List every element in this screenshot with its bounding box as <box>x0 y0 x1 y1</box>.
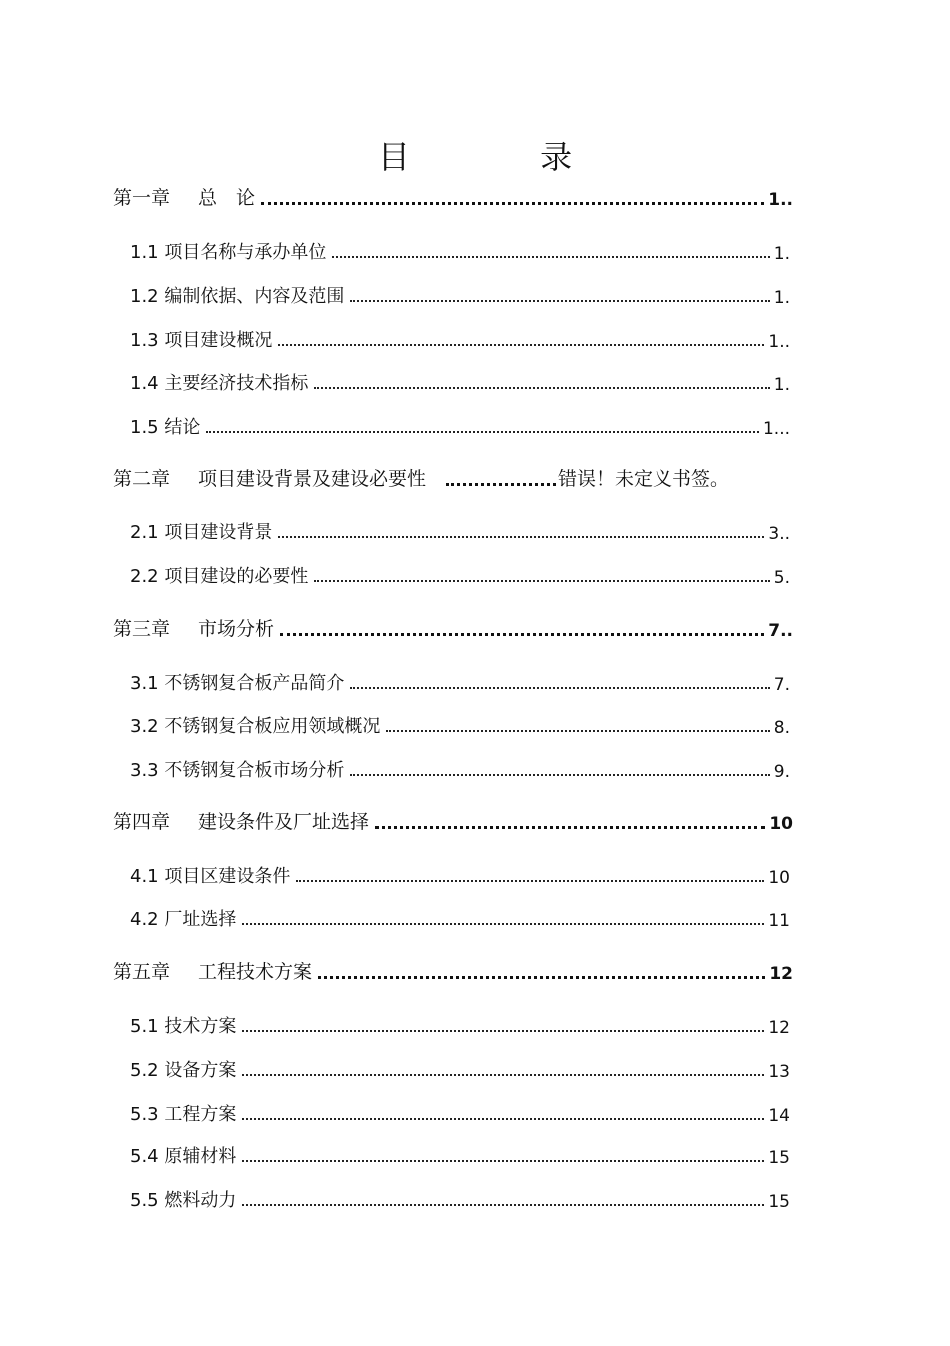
section-title: 5.2 设备方案 <box>130 1060 237 1081</box>
page-number: 15 <box>768 1148 790 1168</box>
page-number: 13 <box>768 1062 790 1082</box>
chapter-title: 建设条件及厂址选择 <box>198 811 370 833</box>
dot-leader <box>280 633 764 636</box>
dot-leader <box>318 976 765 979</box>
page-number: 14 <box>768 1106 790 1126</box>
section-title: 5.1 技术方案 <box>130 1016 237 1037</box>
page-number: 1... <box>762 419 790 439</box>
toc-section-4-1[interactable] <box>130 862 790 888</box>
dot-leader <box>261 202 764 205</box>
section-title: 2.2 项目建设的必要性 <box>130 566 309 587</box>
dot-leader <box>296 880 764 882</box>
page-number: 1. <box>773 375 790 395</box>
dot-leader <box>242 1118 764 1120</box>
section-title: 4.2 厂址选择 <box>130 909 237 930</box>
dot-leader <box>446 483 556 486</box>
section-title: 1.3 项目建设概况 <box>130 330 273 351</box>
toc-section-1-3[interactable] <box>130 326 790 352</box>
toc-section-1-1[interactable] <box>130 238 790 264</box>
section-title: 4.1 项目区建设条件 <box>130 866 291 887</box>
toc-section-5-5[interactable] <box>130 1186 790 1212</box>
section-title: 5.4 原辅材料 <box>130 1146 237 1167</box>
chapter-number: 第二章 <box>113 468 171 490</box>
toc-chapter-2[interactable] <box>113 465 783 491</box>
page-number: 12 <box>768 1018 790 1038</box>
error-bookmark-text: 错误！未定义书签。 <box>558 468 730 490</box>
toc-section-2-2[interactable] <box>130 562 790 588</box>
dot-leader <box>386 730 769 732</box>
dot-leader <box>242 1204 764 1206</box>
dot-leader <box>242 1030 764 1032</box>
toc-section-5-4[interactable] <box>130 1142 790 1168</box>
toc-section-4-2[interactable] <box>130 905 790 931</box>
page-number: 7.. <box>768 621 793 641</box>
dot-leader <box>350 774 769 776</box>
page-number: 9. <box>773 762 790 782</box>
toc-section-1-5[interactable] <box>130 413 790 439</box>
page-number: 5. <box>773 568 790 588</box>
chapter-title: 工程技术方案 <box>198 961 313 983</box>
page-number: 8. <box>773 718 790 738</box>
chapter-number: 第三章 <box>113 618 171 640</box>
section-title: 3.2 不锈钢复合板应用领域概况 <box>130 716 381 737</box>
page-number: 7. <box>773 675 790 695</box>
chapter-title: 市场分析 <box>198 618 275 640</box>
chapter-number: 第五章 <box>113 961 171 983</box>
dot-leader <box>350 687 769 689</box>
dot-leader <box>314 387 769 389</box>
dot-leader <box>242 923 764 925</box>
page-number: 12 <box>769 964 793 984</box>
toc-chapter-1[interactable] <box>113 184 793 210</box>
page-number: 15 <box>768 1192 790 1212</box>
section-title: 5.3 工程方案 <box>130 1104 237 1125</box>
dot-leader <box>206 431 759 433</box>
dot-leader <box>375 826 765 829</box>
toc-section-5-2[interactable] <box>130 1056 790 1082</box>
toc-chapter-4[interactable] <box>113 808 793 834</box>
page-number: 10 <box>768 868 790 888</box>
toc-section-1-4[interactable] <box>130 369 790 395</box>
toc-section-3-1[interactable] <box>130 669 790 695</box>
toc-section-1-2[interactable] <box>130 282 790 308</box>
dot-leader <box>278 536 764 538</box>
page-number: 1. <box>773 288 790 308</box>
section-title: 3.1 不锈钢复合板产品简介 <box>130 673 345 694</box>
page-number: 3.. <box>768 524 790 544</box>
toc-chapter-5[interactable] <box>113 958 793 984</box>
dot-leader <box>332 256 769 258</box>
chapter-number: 第一章 <box>113 187 171 209</box>
page-number: 1. <box>773 244 790 264</box>
dot-leader <box>314 580 769 582</box>
toc-section-3-3[interactable] <box>130 756 790 782</box>
page-number: 1.. <box>768 190 793 210</box>
page-number: 10 <box>769 814 793 834</box>
toc-chapter-3[interactable] <box>113 615 793 641</box>
section-title: 1.4 主要经济技术指标 <box>130 373 309 394</box>
chapter-title: 总 论 <box>198 187 256 209</box>
section-title: 1.1 项目名称与承办单位 <box>130 242 327 263</box>
dot-leader <box>242 1074 764 1076</box>
page-title: 目 录 <box>377 138 633 176</box>
section-title: 2.1 项目建设背景 <box>130 522 273 543</box>
chapter-number: 第四章 <box>113 811 171 833</box>
toc-section-5-1[interactable] <box>130 1012 790 1038</box>
section-title: 5.5 燃料动力 <box>130 1190 237 1211</box>
toc-section-5-3[interactable] <box>130 1100 790 1126</box>
dot-leader <box>242 1160 764 1162</box>
dot-leader <box>350 300 769 302</box>
section-title: 3.3 不锈钢复合板市场分析 <box>130 760 345 781</box>
dot-leader <box>278 344 764 346</box>
page-number: 11 <box>768 911 790 931</box>
toc-section-2-1[interactable] <box>130 518 790 544</box>
page-number: 1.. <box>768 332 790 352</box>
section-title: 1.2 编制依据、内容及范围 <box>130 286 345 307</box>
section-title: 1.5 结论 <box>130 417 201 438</box>
toc-section-3-2[interactable] <box>130 712 790 738</box>
chapter-title: 项目建设背景及建设必要性 <box>198 468 427 490</box>
